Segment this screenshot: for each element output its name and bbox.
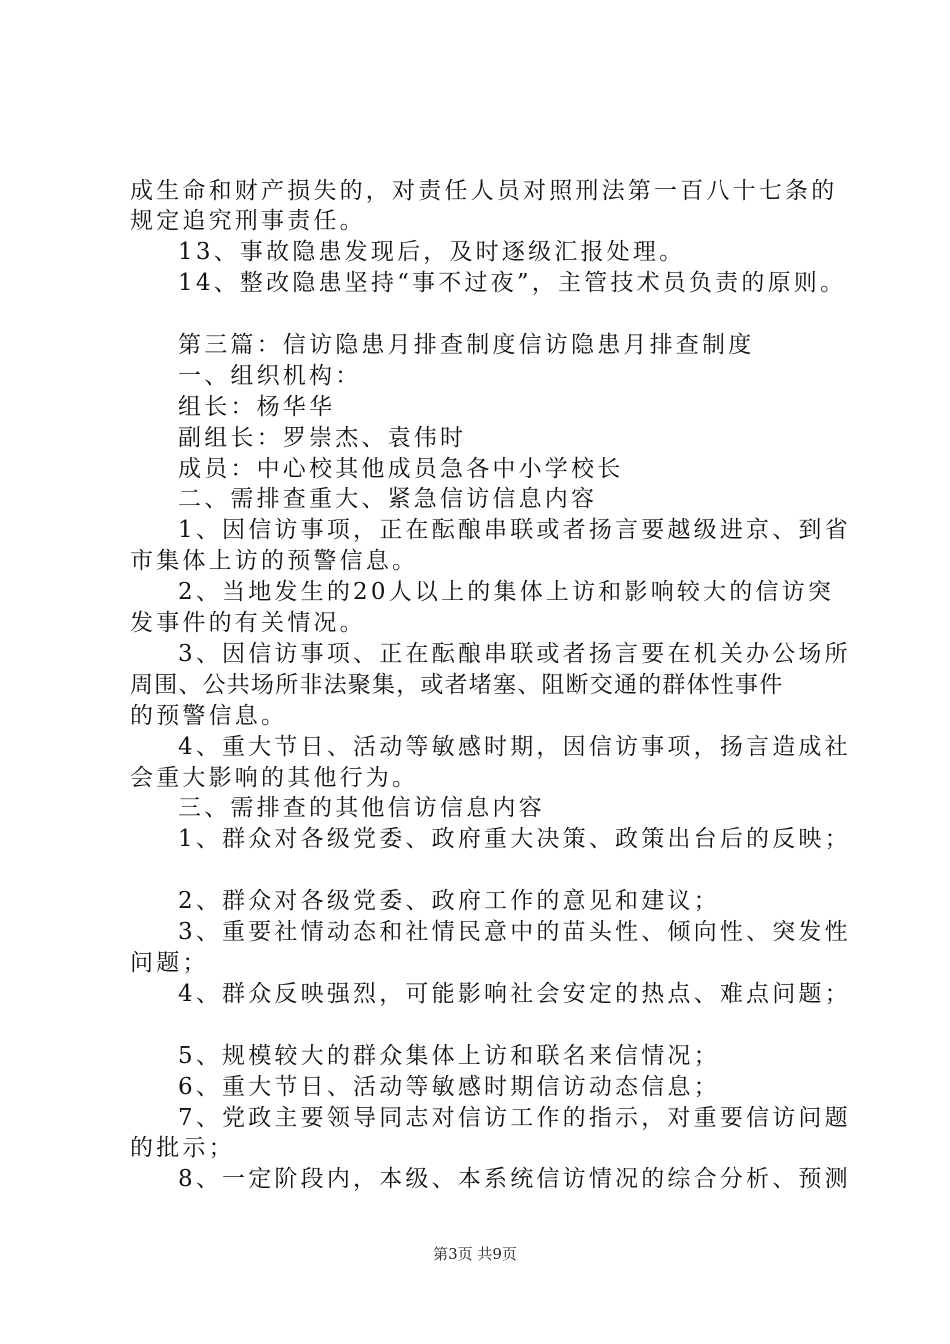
text-line: 4、群众反映强烈，可能影响社会安定的热点、难点问题； (178, 981, 851, 1007)
text-line: 成员：中心校其他成员急各中小学校长 (178, 456, 624, 482)
text-line: 1、因信访事项，正在酝酿串联或者扬言要越级进京、到省 (178, 517, 851, 543)
page-footer: 第3页 共9页 (433, 1245, 517, 1263)
text-line: 发事件的有关情况。 (130, 610, 366, 636)
text-line: 的批示； (130, 1135, 235, 1161)
text-line: 成生命和财产损失的，对责任人员对照刑法第一百八十七条的 (130, 178, 838, 204)
text-line: 3、重要社情动态和社情民意中的苗头性、倾向性、突发性 (178, 919, 851, 945)
text-line: 规定追究刑事责任。 (130, 208, 366, 234)
text-line: 1、群众对各级党委、政府重大决策、政策出台后的反映； (178, 826, 851, 852)
text-line: 2、群众对各级党委、政府工作的意见和建议； (178, 888, 720, 914)
text-line: 副组长：罗崇杰、袁伟时 (178, 425, 467, 451)
text-line: 会重大影响的其他行为。 (130, 765, 419, 791)
text-line: 组长：杨华华 (178, 394, 336, 420)
text-line: 的预警信息。 (130, 703, 288, 729)
text-line: 一、组织机构： (178, 363, 362, 389)
text-line: 13、事故隐患发现后，及时逐级汇报处理。 (178, 239, 686, 265)
text-line: 4、重大节日、活动等敏感时期，因信访事项，扬言造成社 (178, 734, 851, 760)
text-line: 3、因信访事项、正在酝酿串联或者扬言要在机关办公场所 (178, 641, 851, 667)
section-heading: 第三篇：信访隐患月排查制度信访隐患月排查制度 (178, 332, 755, 358)
text-line: 问题； (130, 950, 209, 976)
text-line: 周围、公共场所非法聚集，或者堵塞、阻断交通的群体性事件 (130, 672, 784, 698)
text-line: 14、整改隐患坚持“事不过夜”，主管技术员负责的原则。 (178, 270, 847, 296)
text-line: 三、需排查的其他信访信息内容 (178, 795, 545, 821)
text-line: 市集体上访的预警信息。 (130, 548, 419, 574)
text-line: 6、重大节日、活动等敏感时期信访动态信息； (178, 1074, 720, 1100)
text-line: 二、需排查重大、紧急信访信息内容 (178, 486, 598, 512)
text-line: 8、一定阶段内，本级、本系统信访情况的综合分析、预测 (178, 1166, 851, 1192)
text-line: 2、当地发生的20人以上的集体上访和影响较大的信访突 (178, 579, 835, 605)
text-line: 5、规模较大的群众集体上访和联名来信情况； (178, 1043, 720, 1069)
text-line: 7、党政主要领导同志对信访工作的指示，对重要信访问题 (178, 1105, 851, 1131)
